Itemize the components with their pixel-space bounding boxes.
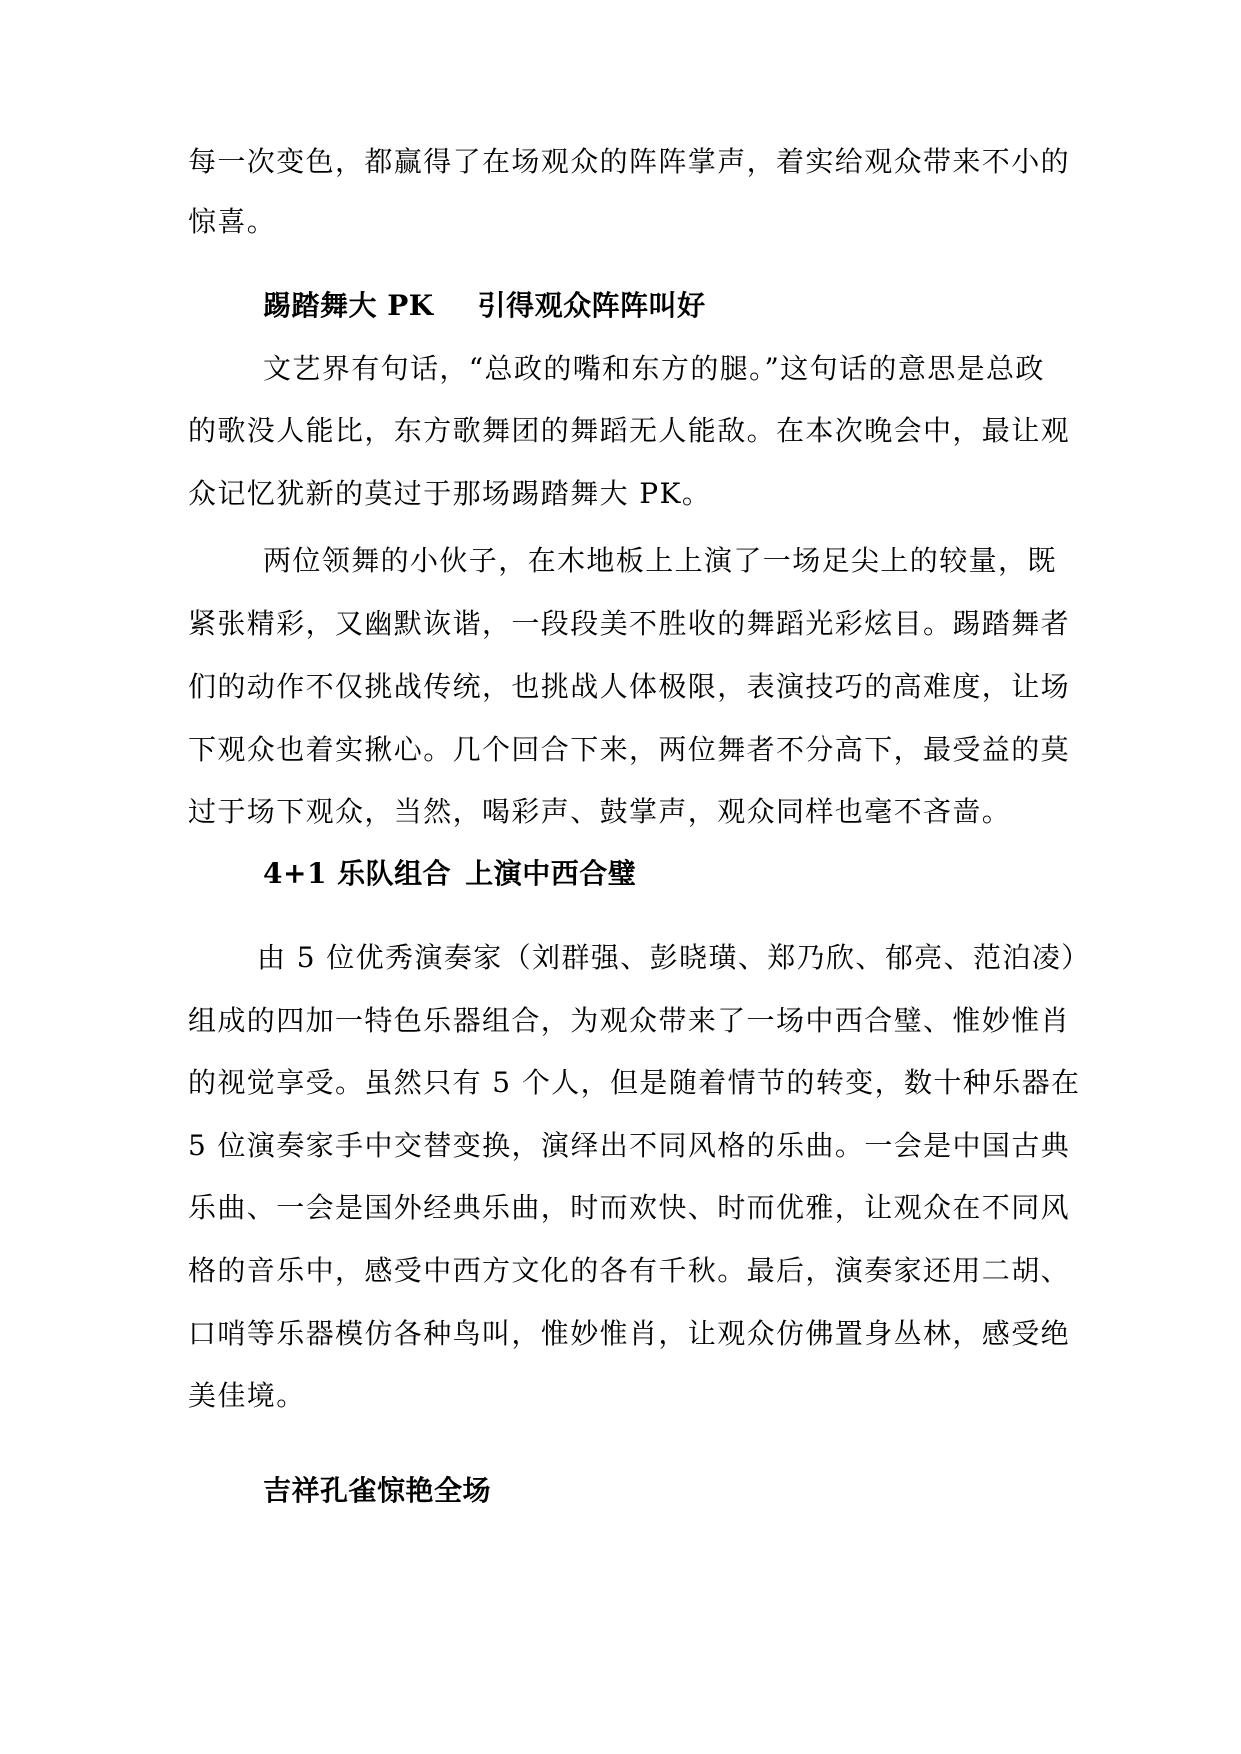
paragraph-2-line-2: 的歌没人能比，东方歌舞团的舞蹈无人能敌。在本次晚会中，最让观	[188, 414, 1071, 447]
paragraph-4-line-6: 格的音乐中，感受中西方文化的各有千秋。最后，演奏家还用二胡、	[188, 1254, 1071, 1287]
paragraph-3-line-5: 过于场下观众，当然，喝彩声、鼓掌声，观众同样也毫不吝啬。	[188, 795, 1012, 828]
paragraph-2-line-3: 众记忆犹新的莫过于那场踢踏舞大 PK。	[188, 477, 712, 510]
section-heading-tap-dance	[0, 286, 1241, 326]
section-heading-peacock: 吉祥孔雀惊艳全场	[263, 1474, 492, 1507]
paragraph-4-line-3: 的视觉享受。虽然只有 5 个人，但是随着情节的转变，数十种乐器在	[188, 1066, 1081, 1099]
heading-2-part-1: 4+1 乐队组合	[263, 857, 452, 890]
paragraph-4-line-8: 美佳境。	[188, 1379, 306, 1412]
paragraph-4-line-2: 组成的四加一特色乐器组合，为观众带来了一场中西合璧、惟妙惟肖	[188, 1004, 1071, 1037]
paragraph-4-line-4: 5 位演奏家手中交替变换，演绎出不同风格的乐曲。一会是中国古典	[188, 1129, 1071, 1162]
paragraph-3-line-4: 下观众也着实揪心。几个回合下来，两位舞者不分高下，最受益的莫	[188, 733, 1071, 766]
paragraph-3-line-2: 紧张精彩，又幽默诙谐，一段段美不胜收的舞蹈光彩炫目。踢踏舞者	[188, 607, 1071, 640]
paragraph-1-line-2: 惊喜。	[188, 205, 277, 238]
paragraph-2-line-1: 文艺界有句话，“总政的嘴和东方的腿。”这句话的意思是总政	[263, 352, 1045, 385]
heading-2-part-2: 上演中西合璧	[465, 857, 637, 890]
section-heading-band	[0, 854, 1241, 894]
paragraph-4-line-1: 由 5 位优秀演奏家（刘群强、彭晓璜、郑乃欣、郁亮、范泊凌）	[257, 941, 1091, 974]
paragraph-3-line-3: 们的动作不仅挑战传统，也挑战人体极限，表演技巧的高难度，让场	[188, 670, 1071, 703]
paragraph-1-line-1: 每一次变色，都赢得了在场观众的阵阵掌声，着实给观众带来不小的	[188, 145, 1071, 178]
paragraph-4-line-5: 乐曲、一会是国外经典乐曲，时而欢快、时而优雅，让观众在不同风	[188, 1191, 1071, 1224]
paragraph-4-line-7: 口哨等乐器模仿各种鸟叫，惟妙惟肖，让观众仿佛置身丛林，感受绝	[188, 1317, 1071, 1350]
heading-1-part-2: 引得观众阵阵叫好	[477, 289, 706, 322]
paragraph-3-line-1: 两位领舞的小伙子，在木地板上上演了一场足尖上的较量，既	[263, 544, 1057, 577]
heading-1-part-1: 踢踏舞大 PK	[263, 289, 434, 322]
